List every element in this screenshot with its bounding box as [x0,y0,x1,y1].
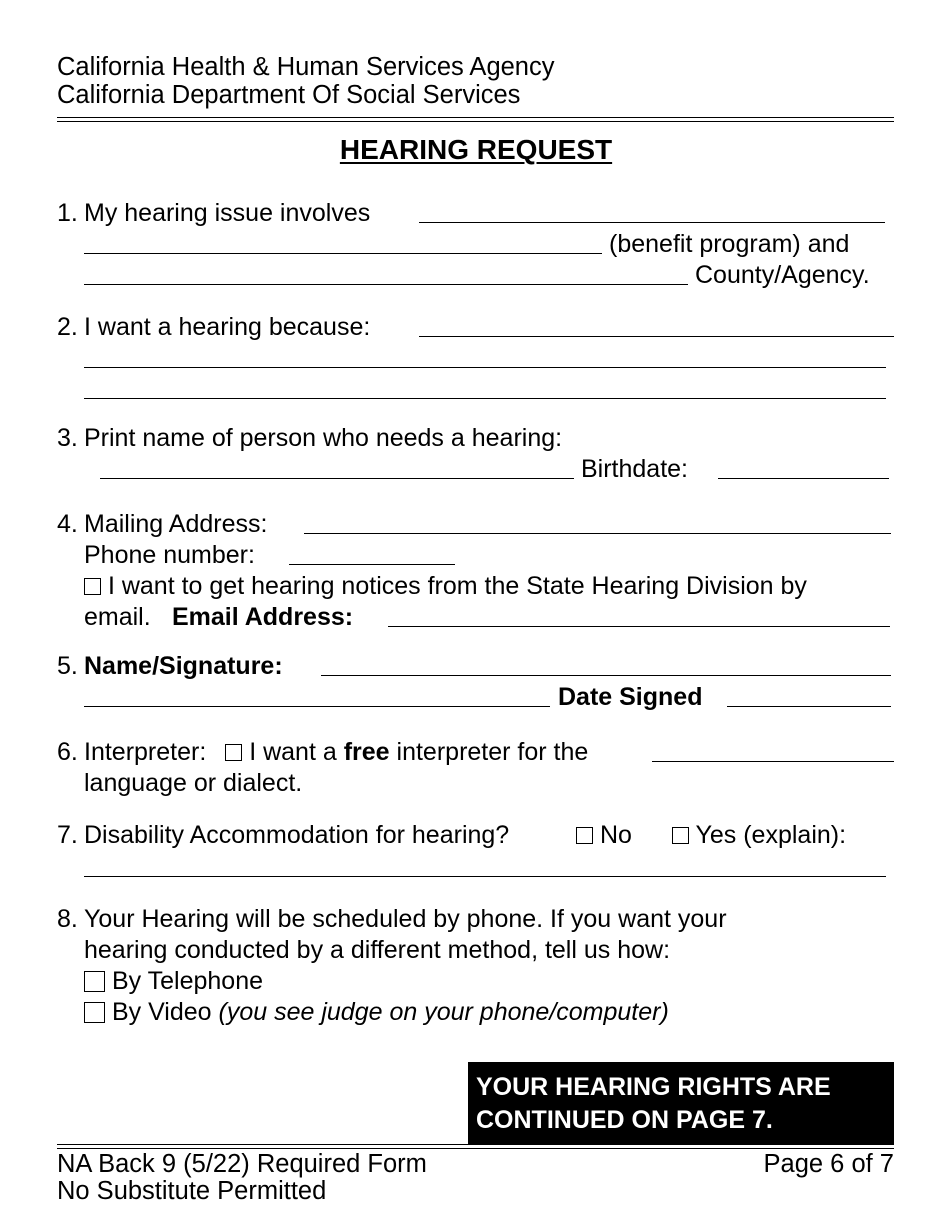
interpreter-text-b: interpreter for the [396,738,589,766]
email-notice-label: I want to get hearing notices from the State Hearing Division by [107,572,807,600]
reason-field-2[interactable] [84,367,886,368]
interpreter-checkbox[interactable] [225,744,242,761]
accommodation-no-checkbox[interactable] [576,827,593,844]
email-word: email. [84,603,151,631]
issue-label: My hearing issue involves [84,199,371,227]
by-telephone-label: By Telephone [111,967,264,995]
benefit-program-field[interactable] [84,253,602,254]
page-number: Page 6 of 7 [763,1150,894,1178]
item-7-number: 7. [57,821,78,849]
hearing-rights-notice [468,1062,894,1145]
mailing-address-label: Mailing Address: [84,510,268,538]
scheduling-line-2: hearing conducted by a different method, tell us how: [84,936,671,964]
item-4-number: 4. [57,510,78,538]
item-8-number: 8. [57,905,78,933]
person-name-field[interactable] [100,478,574,479]
accommodation-yes-checkbox[interactable] [672,827,689,844]
interpreter-label: Interpreter: [84,738,207,766]
interpreter-free: free [343,738,390,766]
accommodation-explain-field[interactable] [84,876,886,877]
signature-field[interactable] [321,675,891,676]
item-5-number: 5. [57,652,78,680]
form-title: HEARING REQUEST [339,134,613,165]
item-3-number: 3. [57,424,78,452]
notice-line-2: CONTINUED ON PAGE 7. [476,1106,773,1134]
language-field[interactable] [652,761,894,762]
footer-rule-bottom [57,1148,894,1149]
county-agency-field[interactable] [84,284,688,285]
by-video-label: By Video [111,998,212,1026]
reason-label: I want a hearing because: [84,313,371,341]
interpreter-text-a: I want a [249,738,337,766]
notice-line-1: YOUR HEARING RIGHTS ARE [476,1073,831,1101]
header-rule-bottom [57,121,894,122]
item-2-number: 2. [57,313,78,341]
reason-field-1[interactable] [419,336,894,337]
form-id: NA Back 9 (5/22) Required Form [57,1150,427,1178]
department-name: California Department Of Social Services [57,81,521,109]
date-signed-label: Date Signed [558,683,703,711]
birthdate-field[interactable] [718,478,889,479]
by-telephone-checkbox[interactable] [84,971,105,992]
person-name-label: Print name of person who needs a hearing: [84,424,563,452]
accommodation-no-label: No [599,821,632,849]
accommodation-label: Disability Accommodation for hearing? [84,821,510,849]
date-signed-field[interactable] [727,706,891,707]
no-substitute: No Substitute Permitted [57,1177,327,1205]
agency-name: California Health & Human Services Agency [57,53,555,81]
by-video-note: (you see judge on your phone/computer) [218,998,669,1026]
interpreter-text-c: language or dialect. [84,769,303,797]
issue-field[interactable] [419,222,885,223]
item-1-number: 1. [57,199,78,227]
email-address-label: Email Address: [172,603,354,631]
birthdate-label: Birthdate: [581,455,689,483]
reason-field-3[interactable] [84,398,886,399]
signature-label: Name/Signature: [84,652,283,680]
header-rule-top [57,117,894,118]
email-address-field[interactable] [388,626,890,627]
mailing-address-field[interactable] [304,533,891,534]
phone-label: Phone number: [84,541,255,569]
by-video-checkbox[interactable] [84,1002,105,1023]
footer-rule-top [57,1144,894,1145]
signature-field-2[interactable] [84,706,550,707]
item-6-number: 6. [57,738,78,766]
county-agency-label: County/Agency. [695,261,870,289]
scheduling-line-1: Your Hearing will be scheduled by phone. If you want your [84,905,727,933]
benefit-program-label: (benefit program) and [609,230,850,258]
phone-field[interactable] [289,564,455,565]
accommodation-yes-label: Yes (explain): [695,821,847,849]
email-notice-checkbox[interactable] [84,578,101,595]
